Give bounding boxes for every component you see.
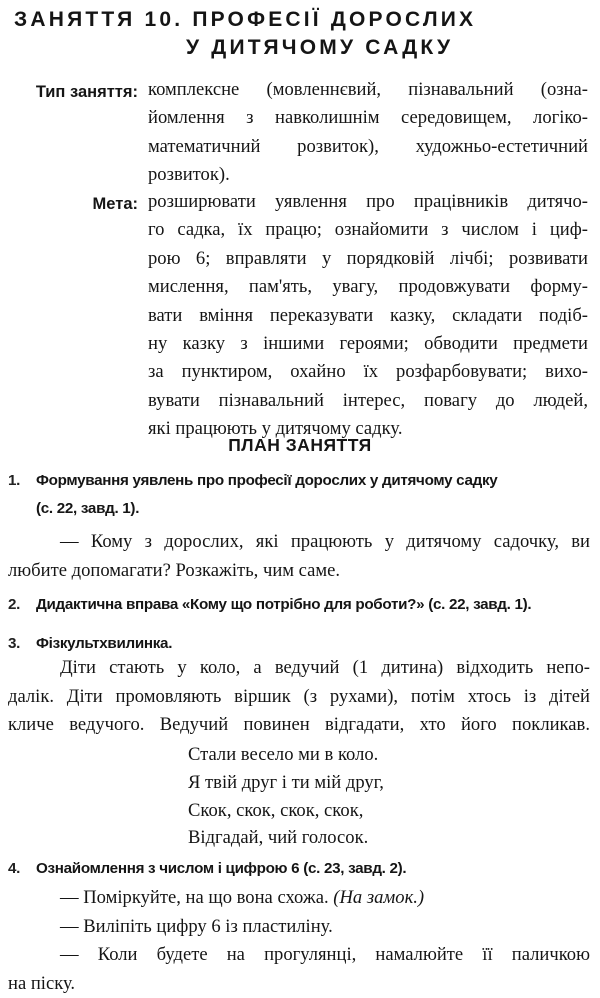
plan-item-number: 3. xyxy=(8,635,21,652)
page-title-line-1: ЗАНЯТТЯ 10. ПРОФЕСІЇ ДОРОСЛИХ xyxy=(14,8,477,31)
body-line: далік. Діти промовляють віршик (з рухами), потім хтось із дітей xyxy=(8,685,590,707)
poem-line: Я твій друг і ти мій друг, xyxy=(188,771,384,793)
answer-italic: (На замок.) xyxy=(333,887,425,908)
goal-line: го садка, їх працю; ознайомити з числом і циф- xyxy=(148,219,588,241)
poem-line: Скок, скок, скок, скок, xyxy=(188,799,364,821)
body-line: любите допомагати? Розкажіть, чим саме. xyxy=(8,559,341,581)
plan-item-title: Дидактична вправа «Кому що потрібно для роботи?» (с. 22, завд. 1). xyxy=(36,596,532,613)
body-line xyxy=(8,884,590,913)
body-line: Діти стають у коло, а ведучий (1 дитина) відходить непо- xyxy=(60,657,590,678)
type-line: йомлення з навколишнім середовищем, логіко- xyxy=(148,107,588,129)
plan-item-title: Ознайомлення з числом і цифрою 6 (с. 23, завд. 2). xyxy=(36,860,407,877)
body-line: — Кому з дорослих, які працюють у дитячому садочку, ви xyxy=(60,531,590,552)
plan-item-4-body xyxy=(8,884,590,998)
type-line: комплексне (мовленнєвий, пізнавальний (озна- xyxy=(148,79,588,100)
plan-item-number: 2. xyxy=(8,596,21,613)
plan-item-title: Формування уявлень про професії дорослих у дитячому садку xyxy=(36,472,498,489)
body-line: кличе ведучого. Ведучий повинен відгадати, хто його покликав. xyxy=(8,714,590,736)
goal-line: рою 6; вправляти у порядковій лічбі; розвивати xyxy=(148,247,588,269)
type-line: математичний розвиток), художньо-естетичний xyxy=(148,135,588,157)
goal-line: вати вміння переказувати казку, складати подіб- xyxy=(148,304,588,326)
plan-item-2-title xyxy=(8,591,531,620)
poem-line: Відгадай, чий голосок. xyxy=(188,827,369,849)
goal-line: ну казку з іншими героями; обводити предмети xyxy=(148,333,588,355)
goal-line: які працюють у дитячому садку. xyxy=(148,418,403,440)
body-line: — Виліпіть цифру 6 із пластиліну. xyxy=(60,915,333,937)
goal-label: Мета: xyxy=(92,195,138,213)
poem-line: Стали весело ми в коло. xyxy=(188,744,379,765)
goal-line: за пунктиром, охайно їх розфарбовувати; вихо- xyxy=(148,361,588,383)
plan-item-number: 1. xyxy=(8,472,21,489)
page-title-line-2: У ДИТЯЧОМУ САДКУ xyxy=(186,36,454,59)
body-line: на піску. xyxy=(8,972,76,994)
goal-line: розширювати уявлення про працівників дитячо- xyxy=(148,191,588,212)
body-line: — Коли будете на прогулянці, намалюйте її паличкою xyxy=(60,944,590,966)
goal-line: вувати пізнавальний інтерес, повагу до людей, xyxy=(148,389,588,411)
plan-item-1-body xyxy=(8,528,590,585)
type-text xyxy=(148,76,588,190)
goal-text xyxy=(148,188,588,444)
plan-item-1-ref: (с. 22, завд. 1). xyxy=(36,500,140,517)
body-line-text: — Поміркуйте, на що вона схожа. xyxy=(60,887,329,908)
plan-item-title: Фізкультхвилинка. xyxy=(36,635,173,652)
goal-line: мислення, пам'ять, увагу, продовжувати форму- xyxy=(148,276,588,298)
plan-item-1-title xyxy=(8,467,497,496)
type-line: розвиток). xyxy=(148,164,230,186)
poem xyxy=(188,741,384,852)
type-label: Тип заняття: xyxy=(35,83,138,101)
plan-item-4-title xyxy=(8,855,406,884)
plan-item-number: 4. xyxy=(8,860,21,877)
plan-item-3-body xyxy=(8,654,590,740)
plan-heading: ПЛАН ЗАНЯТТЯ xyxy=(228,435,372,455)
